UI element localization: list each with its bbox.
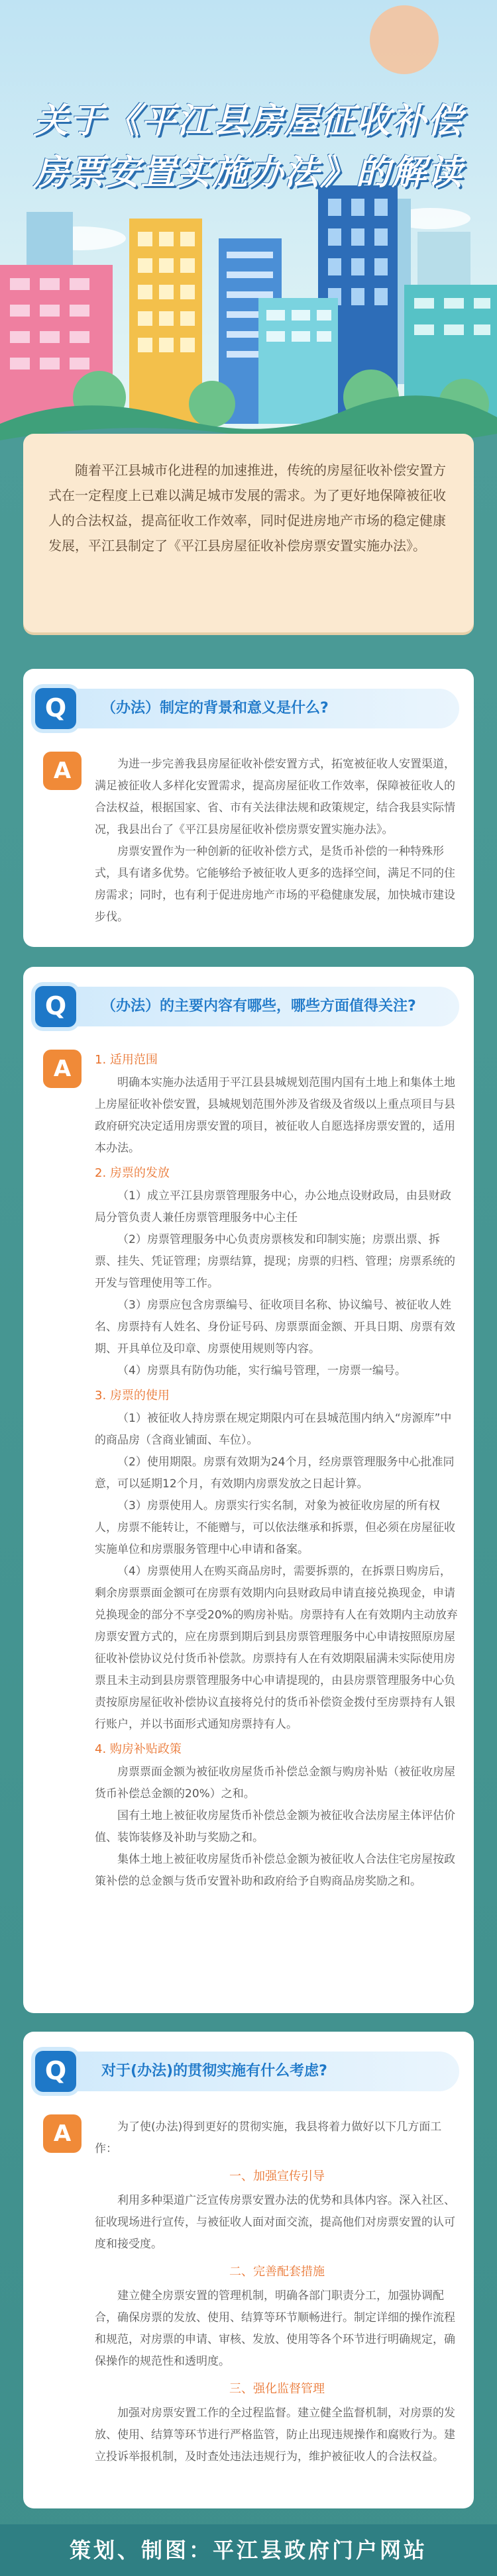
section-item: （3）房票应包含房票编号、征收项目名称、协议编号、被征收人姓名、房票持有人姓名、身份证号码、房票票面金额、开具日期、房票有效期、开具单位及印章、房票使用规则等内容。: [95, 1299, 455, 1356]
question-bar-3: [35, 2052, 459, 2091]
intro-box: [23, 434, 474, 632]
answer-badge-icon: A: [43, 2114, 82, 2153]
question-text-1: （办法）制定的背景和意义是什么?: [101, 700, 329, 717]
measure-text: 建立健全房票安置的管理机制，明确各部门职责分工，加强协调配合，确保房票的发放、使用、结算等环节顺畅进行。制定详细的操作流程和规范，对房票的申请、审核、发放、使用等各个环节进行明确规定，确保操作的规范性和透明度。: [95, 2289, 455, 2368]
qa-card-2: [23, 967, 474, 2013]
section-item: （2）使用期限。房票有效期为24个月，经房票管理服务中心批准同意，可以延期12个月，有效期内房票发放之日起计算。: [95, 1456, 455, 1491]
section-item: 房票票面金额为被征收房屋货币补偿总金额与购房补贴（被征收房屋货币补偿总金额的20%）之和。: [95, 1765, 455, 1801]
section-title: 1. 适用范围: [95, 1053, 158, 1067]
intro-text: 随着平江县城市化进程的加速推进，传统的房屋征收补偿安置方式在一定程度上已难以满足城市发展的需求。为了更好地保障被征收人的合法权益，提高征收工作效率，同时促进房地产市场的稳定健康发展，平江县制定了《平江县房屋征收补偿房票安置实施办法》。: [48, 462, 446, 554]
footer-credit: 策划、制图：平江县政府门户网站: [0, 2524, 497, 2576]
section-title: 2. 房票的发放: [95, 1166, 170, 1180]
answer-paragraph: 房票安置作为一种创新的征收补偿方式，是货币补偿的一种特殊形式，具有诸多优势。它能够给予被征收人更多的选择空间，满足不同的住房需求；同时，也有利于促进房地产市场的平稳健康发展，加快城市建设步伐。: [95, 845, 455, 924]
answer-block-2: [95, 1046, 459, 1893]
section-item: （1）成立平江县房票管理服务中心，办公地点设财政局，由县财政局分管负责人兼任房票管理服务中心主任: [95, 1189, 451, 1224]
measure-text: 利用多种渠道广泛宣传房票安置办法的优势和具体内容。深入社区、征收现场进行宣传，与被征收人面对面交流，提高他们对房票安置的认可度和接受度。: [95, 2194, 455, 2251]
question-badge-icon: Q: [35, 688, 76, 729]
answer-lead: 为了使(办法)得到更好的贯彻实施，我县将着力做好以下几方面工作：: [95, 2120, 442, 2155]
question-bar-1: [35, 689, 459, 728]
answer-badge-icon: A: [43, 752, 82, 790]
answer-block-3: [95, 2116, 459, 2468]
page-title-line2: 房票安置实施办法》的解读: [33, 153, 463, 193]
question-bar-2: [35, 987, 459, 1026]
qa-card-3: [23, 2032, 474, 2508]
page-title-line1: 关于《平江县房屋征收补偿: [33, 101, 463, 141]
section-title: 3. 房票的使用: [95, 1389, 170, 1403]
measure-title: 二、完善配套措施: [229, 2265, 325, 2279]
answer-paragraph: 为进一步完善我县房屋征收补偿安置方式，拓宽被征收人安置渠道，满足被征收人多样化安置需求，提高房屋征收工作效率，保障被征收人的合法权益，根据国家、省、市有关法律法规和政策规定，结合我县实际情况，我县出台了《平江县房屋征收补偿房票安置实施办法》。: [95, 758, 455, 836]
answer-block-1: [95, 754, 459, 928]
qa-card-1: [23, 669, 474, 947]
header-illustration: [0, 0, 497, 464]
section-item: 集体土地上被征收房屋货币补偿总金额为被征收人合法住宅房屋按政策补偿的总金额与货币安置补助和政府给予自购商品房奖励之和。: [95, 1853, 455, 1888]
section-item: （3）房票使用人。房票实行实名制，对象为被征收房屋的所有权人，房票不能转让，不能赠与，可以依法继承和拆票，但必须在房屋征收实施单位和房票服务管理中心申请和备案。: [95, 1499, 455, 1556]
section-item: （4）房票具有防伪功能，实行编号管理，一房票一编号。: [117, 1364, 406, 1377]
section-item: （2）房票管理服务中心负责房票核发和印制实施；房票出票、拆票、挂失、凭证管理；房票结算，提现；房票的归档、管理；房票系统的开发与管理使用等工作。: [95, 1233, 455, 1290]
measure-title: 三、强化监督管理: [229, 2382, 325, 2396]
question-text-2: （办法）的主要内容有哪些，哪些方面值得关注?: [101, 998, 416, 1015]
question-text-3: 对于(办法)的贯彻实施有什么考虑?: [101, 2063, 327, 2079]
question-badge-icon: Q: [35, 986, 76, 1027]
section-item: （4）房票使用人在购买商品房时，需要拆票的，在拆票日购房后，剩余房票票面金额可在房票有效期内向县财政局申请直接兑换现金，申请兑换现金的部分不享受20%的购房补贴。房票持有人在有效期内主动放弃房票安置方式的，应在房票到期后到县房票管理服务中心申请按照原房屋征收补偿协议兑付货币补偿款。房票持有人在有效期限届满未实际使用房票且未主动到县房票管理服务中心申请提现的，由县房票管理服务中心负责按原房屋征收补偿协议直接将兑付的货币补偿资金拨付至房票持有人银行账户，并以书面形式通知房票持有人。: [95, 1565, 458, 1731]
answer-badge-icon: A: [43, 1050, 82, 1088]
section-text: 明确本实施办法适用于平江县县城规划范围内国有土地上和集体土地上房屋征收补偿安置，县城规划范围外涉及省级及省级以上重点项目与县政府研究决定适用房票安置的项目，被征收人自愿选择房票安置的，适用本办法。: [95, 1076, 455, 1155]
section-item: 国有土地上被征收房屋货币补偿总金额为被征收合法房屋主体评估价值、装饰装修及补助与奖励之和。: [95, 1809, 455, 1844]
section-item: （1）被征收人持房票在规定期限内可在县城范围内纳入“房源库”中的商品房（含商业铺面、车位）。: [95, 1412, 452, 1447]
question-badge-icon: Q: [35, 2051, 76, 2092]
measure-title: 一、加强宣传引导: [229, 2169, 325, 2183]
section-title: 4. 购房补贴政策: [95, 1742, 182, 1756]
city-skyline-illustration: [0, 0, 497, 464]
measure-text: 加强对房票安置工作的全过程监督。建立健全监督机制，对房票的发放、使用、结算等环节进行严格监管，防止出现违规操作和腐败行为。建立投诉举报机制，及时查处违法违规行为，维护被征收人的合法权益。: [95, 2406, 455, 2463]
